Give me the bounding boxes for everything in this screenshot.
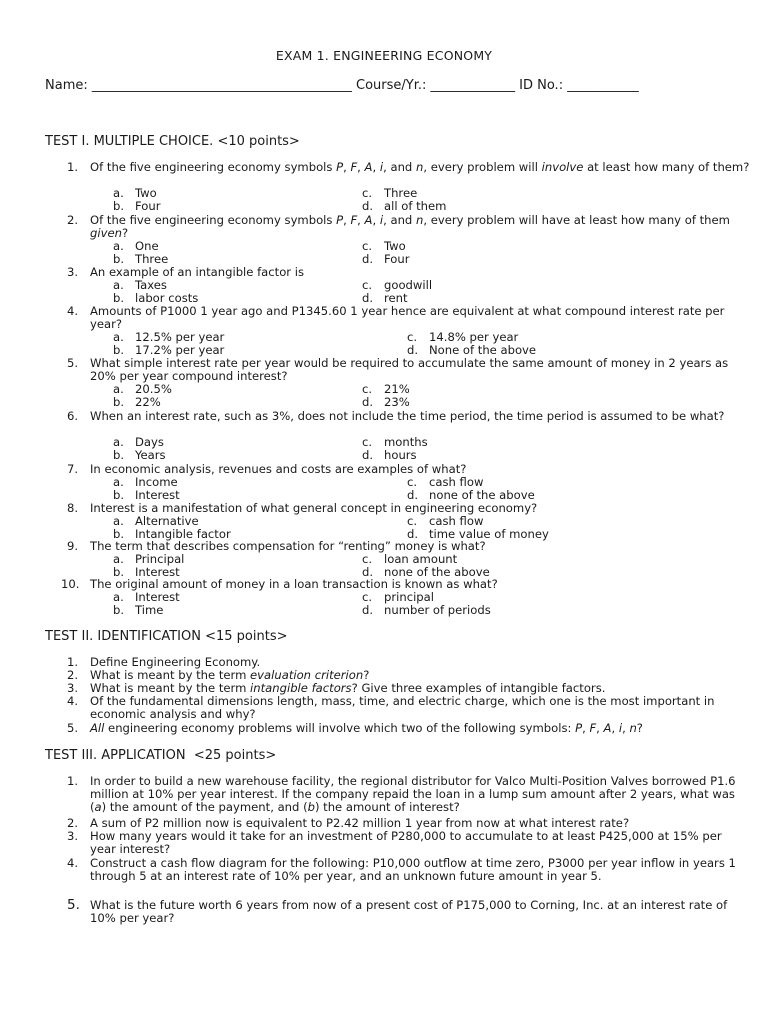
mc-number: 2.: [67, 213, 79, 227]
identification-number: 3.: [67, 681, 79, 695]
option-letter: a.: [113, 590, 124, 604]
option-letter: b.: [113, 199, 125, 213]
option-letter: d.: [407, 488, 419, 502]
option-text: None of the above: [429, 343, 537, 357]
application-text: In order to build a new warehouse facility, the regional distributor for Valco Multi-Position Valves borrowed P1.6 million at 10% per year interest. If the company repaid the loan in a lump sum amount after 2 years, what was (a) the amount of the payment, and (b) the amount of interest?: [90, 774, 736, 814]
option-letter: c.: [362, 278, 373, 292]
mc-number: 4.: [67, 304, 79, 318]
mc-number: 3.: [67, 265, 79, 279]
answer-option: [362, 396, 410, 409]
option-text: Income: [135, 475, 178, 489]
application-text: Construct a cash flow diagram for the following: P10,000 outflow at time zero, P3000 per year inflow in years 1 through 5 at an interest rate of 10% per year, and an unknown future amount in year 5.: [90, 856, 736, 883]
application-number: 4.: [67, 856, 79, 870]
option-letter: c.: [362, 590, 373, 604]
student-info-line: Name: ________________________________________ Course/Yr.: _____________ ID No.: ___________: [45, 78, 639, 93]
option-text: cash flow: [429, 514, 484, 528]
answer-option: [362, 200, 446, 213]
identification-number: 1.: [67, 655, 79, 669]
option-letter: a.: [113, 330, 124, 344]
option-letter: d.: [362, 395, 374, 409]
identification-text: Of the fundamental dimensions length, mass, time, and electric charge, which one is the most important in economic analysis and why?: [90, 694, 715, 721]
mc-number: 6.: [67, 409, 79, 423]
option-letter: d.: [362, 252, 374, 266]
option-text: Taxes: [135, 278, 167, 292]
option-text: months: [384, 435, 428, 449]
option-text: Interest: [135, 590, 180, 604]
mc-number: 10.: [61, 577, 80, 591]
identification-number: 5.: [67, 721, 79, 735]
option-text: 20.5%: [135, 382, 172, 396]
option-letter: c.: [362, 552, 373, 566]
option-letter: b.: [113, 343, 125, 357]
option-text: Years: [135, 448, 166, 462]
option-text: principal: [384, 590, 434, 604]
option-letter: b.: [113, 565, 125, 579]
identification-text: Define Engineering Economy.: [90, 655, 261, 669]
mc-text: What simple interest rate per year would be required to accumulate the same amount of money in 2 years as 20% per year compound interest?: [90, 356, 729, 383]
application-number: 1.: [67, 774, 79, 788]
option-text: Two: [135, 186, 157, 200]
answer-option: [113, 200, 160, 213]
option-letter: b.: [113, 395, 125, 409]
option-letter: d.: [407, 527, 419, 541]
option-letter: a.: [113, 382, 124, 396]
option-letter: a.: [113, 239, 124, 253]
option-text: One: [135, 239, 159, 253]
option-text: Intangible factor: [135, 527, 231, 541]
option-text: cash flow: [429, 475, 484, 489]
option-text: hours: [384, 448, 417, 462]
mc-number: 9.: [67, 539, 79, 553]
option-text: Days: [135, 435, 164, 449]
mc-text: When an interest rate, such as 3%, does not include the time period, the time period is assumed to be what?: [90, 409, 725, 423]
option-letter: a.: [113, 552, 124, 566]
identification-text: All engineering economy problems will involve which two of the following symbols: P, F, A, i, n?: [90, 721, 643, 735]
mc-text: Interest is a manifestation of what general concept in engineering economy?: [90, 501, 538, 515]
option-letter: c.: [407, 330, 418, 344]
answer-option: [113, 604, 163, 617]
application-text: What is the future worth 6 years from now of a present cost of P175,000 to Corning, Inc. at an interest rate of 10% per year?: [90, 898, 728, 925]
mc-text: An example of an intangible factor is: [90, 265, 305, 279]
option-text: loan amount: [384, 552, 458, 566]
option-text: Interest: [135, 565, 180, 579]
option-text: Interest: [135, 488, 180, 502]
option-letter: c.: [362, 239, 373, 253]
option-text: Alternative: [135, 514, 199, 528]
option-text: 14.8% per year: [429, 330, 519, 344]
option-letter: b.: [113, 527, 125, 541]
option-letter: a.: [113, 186, 124, 200]
mc-text: Of the five engineering economy symbols P, F, A, i, and n, every problem will have at least how many of them given?: [90, 213, 730, 240]
identification-number: 4.: [67, 694, 79, 708]
test1-heading: TEST I. MULTIPLE CHOICE. <10 points>: [45, 134, 300, 149]
option-letter: b.: [113, 291, 125, 305]
mc-text: Amounts of P1000 1 year ago and P1345.60 1 year hence are equivalent at what compound interest rate per year?: [90, 304, 725, 331]
test3-heading: TEST III. APPLICATION <25 points>: [45, 748, 277, 763]
application-number: 3.: [67, 829, 79, 843]
option-letter: d.: [362, 448, 374, 462]
option-text: Principal: [135, 552, 185, 566]
option-text: Three: [135, 252, 169, 266]
application-text: A sum of P2 million now is equivalent to P2.42 million 1 year from now at what interest rate?: [90, 816, 630, 830]
option-letter: a.: [113, 278, 124, 292]
mc-number: 8.: [67, 501, 79, 515]
option-text: Four: [135, 199, 161, 213]
application-number: 2.: [67, 816, 79, 830]
option-letter: c.: [362, 382, 373, 396]
option-letter: b.: [113, 252, 125, 266]
option-letter: c.: [407, 514, 418, 528]
option-text: none of the above: [384, 565, 490, 579]
option-letter: a.: [113, 514, 124, 528]
option-text: none of the above: [429, 488, 535, 502]
option-letter: c.: [362, 435, 373, 449]
option-letter: a.: [113, 475, 124, 489]
application-text: How many years would it take for an investment of P280,000 to accumulate to at least P425,000 at 15% per year interest?: [90, 829, 722, 856]
option-text: number of periods: [384, 603, 491, 617]
exam-title: EXAM 1. ENGINEERING ECONOMY: [275, 48, 493, 63]
option-text: 22%: [135, 395, 161, 409]
mc-number: 7.: [67, 462, 79, 476]
option-text: all of them: [384, 199, 447, 213]
answer-option: [113, 396, 161, 409]
option-text: rent: [384, 291, 408, 305]
option-letter: d.: [362, 199, 374, 213]
option-letter: d.: [407, 343, 419, 357]
mc-text: The term that describes compensation for “renting” money is what?: [90, 539, 486, 553]
option-text: Four: [384, 252, 410, 266]
option-letter: d.: [362, 291, 374, 305]
answer-option: [113, 449, 166, 462]
option-text: 21%: [384, 382, 410, 396]
answer-option: [362, 604, 491, 617]
option-letter: d.: [362, 565, 374, 579]
mc-text: In economic analysis, revenues and costs are examples of what?: [90, 462, 467, 476]
option-text: Three: [384, 186, 418, 200]
option-text: labor costs: [135, 291, 199, 305]
option-letter: b.: [113, 603, 125, 617]
application-number: 5.: [67, 897, 80, 913]
option-letter: d.: [362, 603, 374, 617]
option-text: 12.5% per year: [135, 330, 225, 344]
identification-number: 2.: [67, 668, 79, 682]
answer-option: [362, 449, 417, 462]
answer-option: [362, 253, 409, 266]
mc-text: The original amount of money in a loan transaction is known as what?: [90, 577, 498, 591]
option-text: time value of money: [429, 527, 549, 541]
test2-heading: TEST II. IDENTIFICATION <15 points>: [45, 629, 288, 644]
option-letter: c.: [407, 475, 418, 489]
mc-number: 1.: [67, 160, 79, 174]
mc-text: Of the five engineering economy symbols P, F, A, i, and n, every problem will involve at least how many of them?: [90, 160, 750, 174]
identification-text: What is meant by the term intangible factors? Give three examples of intangible factors.: [90, 681, 606, 695]
option-text: Time: [135, 603, 164, 617]
option-letter: b.: [113, 448, 125, 462]
option-text: goodwill: [384, 278, 433, 292]
mc-number: 5.: [67, 356, 79, 370]
option-letter: c.: [362, 186, 373, 200]
option-text: Two: [384, 239, 406, 253]
identification-text: What is meant by the term evaluation criterion?: [90, 668, 370, 682]
option-letter: b.: [113, 488, 125, 502]
option-text: 17.2% per year: [135, 343, 225, 357]
option-letter: a.: [113, 435, 124, 449]
option-text: 23%: [384, 395, 410, 409]
